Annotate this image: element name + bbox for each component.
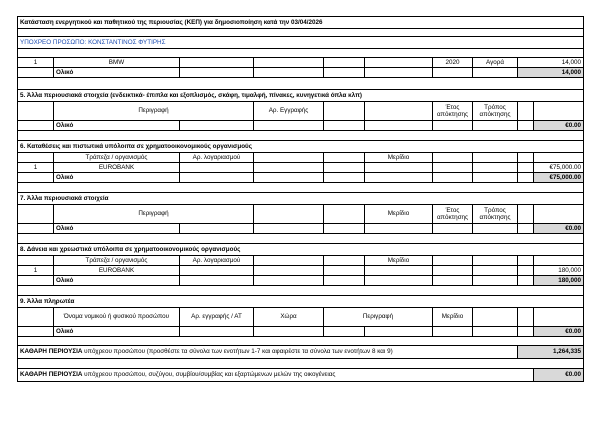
total-value: €0.00	[534, 327, 584, 337]
col-share: Μερίδιο	[433, 308, 473, 327]
col-method: Τρόπος απόκτησης	[473, 102, 518, 121]
col-method: Τρόπος απόκτησης	[473, 205, 518, 224]
total-value: 180,000	[534, 276, 584, 286]
section-8-total-row	[18, 276, 584, 286]
bank-name: EUROBANK	[54, 163, 180, 173]
col-description: Περιγραφή	[324, 308, 433, 327]
total-value: €0.00	[534, 121, 584, 131]
section-8-header-row	[18, 256, 584, 266]
section-5-heading: 5. Άλλα περιουσιακά στοιχεία (ενδεικτικά- έπιπλα και εξοπλισμός, σκάφη, τιμαλφή, πίνακες, κυνηγετικά όπλα κλπ)	[18, 90, 584, 102]
vehicles-total-row	[18, 68, 584, 78]
col-registration: Αρ. Εγγραφής	[254, 102, 324, 121]
net-worth-label-bold: ΚΑΘΑΡΗ ΠΕΡΙΟΥΣΙΑ	[20, 348, 83, 355]
row-number: 1	[18, 266, 54, 276]
section-5-total-row	[18, 121, 584, 131]
asset-declaration-sheet	[17, 16, 583, 382]
section-7-heading: 7. Άλλα περιουσιακά στοιχεία	[18, 193, 584, 205]
loan-row	[18, 266, 584, 276]
family-net-worth-label-rest: υπόχρεου προσώπου, συζύγου, συμβίου/συμβίας και εξαρτώμενων μελών της οικογένειας	[82, 371, 336, 378]
vehicle-row	[18, 58, 584, 68]
total-label: Ολικό	[54, 68, 180, 78]
col-description: Περιγραφή	[54, 102, 254, 121]
col-share: Μερίδιο	[365, 256, 433, 266]
col-person-name: Όνομα νομικού ή φυσικού προσώπου	[54, 308, 180, 327]
vehicle-name: BMW	[54, 58, 180, 68]
bank-name: EUROBANK	[54, 266, 180, 276]
loan-value: 180,000	[534, 266, 584, 276]
total-value: 14,000	[518, 68, 584, 78]
section-6-header-row	[18, 153, 584, 163]
document-title: Κατάσταση ενεργητικού και παθητικού της περιουσίας (ΚΕΠ) για δημοσιοποίηση κατά την 03/04/2026	[18, 17, 584, 29]
family-net-worth-row	[18, 369, 584, 382]
col-account: Αρ. λογαριασμού	[180, 153, 254, 163]
row-number: 1	[18, 58, 54, 68]
net-worth-label	[18, 346, 518, 359]
total-label: Ολικό	[54, 173, 180, 183]
total-label: Ολικό	[54, 224, 180, 234]
section-9-header-row	[18, 308, 584, 327]
section-6-heading: 6. Καταθέσεις και πιστωτικά υπόλοιπα σε χρηματοοικονομικούς οργανισμούς	[18, 141, 584, 153]
net-worth-row	[18, 346, 584, 359]
section-9-total-row	[18, 327, 584, 337]
col-year: Έτος απόκτησης	[433, 102, 473, 121]
vehicle-value: 14,000	[518, 58, 584, 68]
section-5-header-row	[18, 102, 584, 121]
section-7-total-row	[18, 224, 584, 234]
col-share: Μερίδιο	[365, 205, 433, 224]
col-country: Χώρα	[254, 308, 324, 327]
total-value: €0.00	[534, 224, 584, 234]
row-number: 1	[18, 163, 54, 173]
col-bank: Τράπεζα / οργανισμός	[54, 256, 180, 266]
family-net-worth-label-bold: ΚΑΘΑΡΗ ΠΕΡΙΟΥΣΙΑ	[20, 371, 83, 378]
total-label: Ολικό	[54, 276, 180, 286]
col-share: Μερίδιο	[365, 153, 433, 163]
col-bank: Τράπεζα / οργανισμός	[54, 153, 180, 163]
total-label: Ολικό	[54, 327, 180, 337]
declaration-table	[17, 16, 584, 382]
subject-person: ΥΠΟΧΡΕΟ ΠΡΟΣΩΠΟ: ΚΟΝΣΤΑΝΤΙΝΟΣ ΦΥΤΙΡΗΣ	[18, 37, 584, 49]
section-8-heading: 8. Δάνεια και χρεωστικά υπόλοιπα σε χρηματοοικονομικούς οργανισμούς	[18, 244, 584, 256]
section-9-heading: 9. Άλλα πληρωτέα	[18, 296, 584, 308]
net-worth-label-rest: υπόχρεου προσώπου (προσθέστε τα σύνολα των ενοτήτων 1-7 και αφαιρέστε τα σύνολα των ενοτήτων 8 και 9)	[82, 348, 393, 355]
vehicle-year: 2020	[433, 58, 473, 68]
deposit-value: €75,000.00	[534, 163, 584, 173]
col-year: Έτος απόκτησης	[433, 205, 473, 224]
total-label: Ολικό	[54, 121, 180, 131]
family-net-worth-value: €0.00	[534, 369, 584, 382]
col-description: Περιγραφή	[54, 205, 254, 224]
col-registration: Αρ. εγγραφής / ΑΤ	[180, 308, 254, 327]
vehicle-method: Αγορά	[473, 58, 518, 68]
family-net-worth-label	[18, 369, 534, 382]
section-6-total-row	[18, 173, 584, 183]
total-value: €75,000.00	[534, 173, 584, 183]
deposit-row	[18, 163, 584, 173]
section-7-header-row	[18, 205, 584, 224]
net-worth-value: 1,264,335	[518, 346, 584, 359]
col-account: Αρ. λογαριασμού	[180, 256, 254, 266]
